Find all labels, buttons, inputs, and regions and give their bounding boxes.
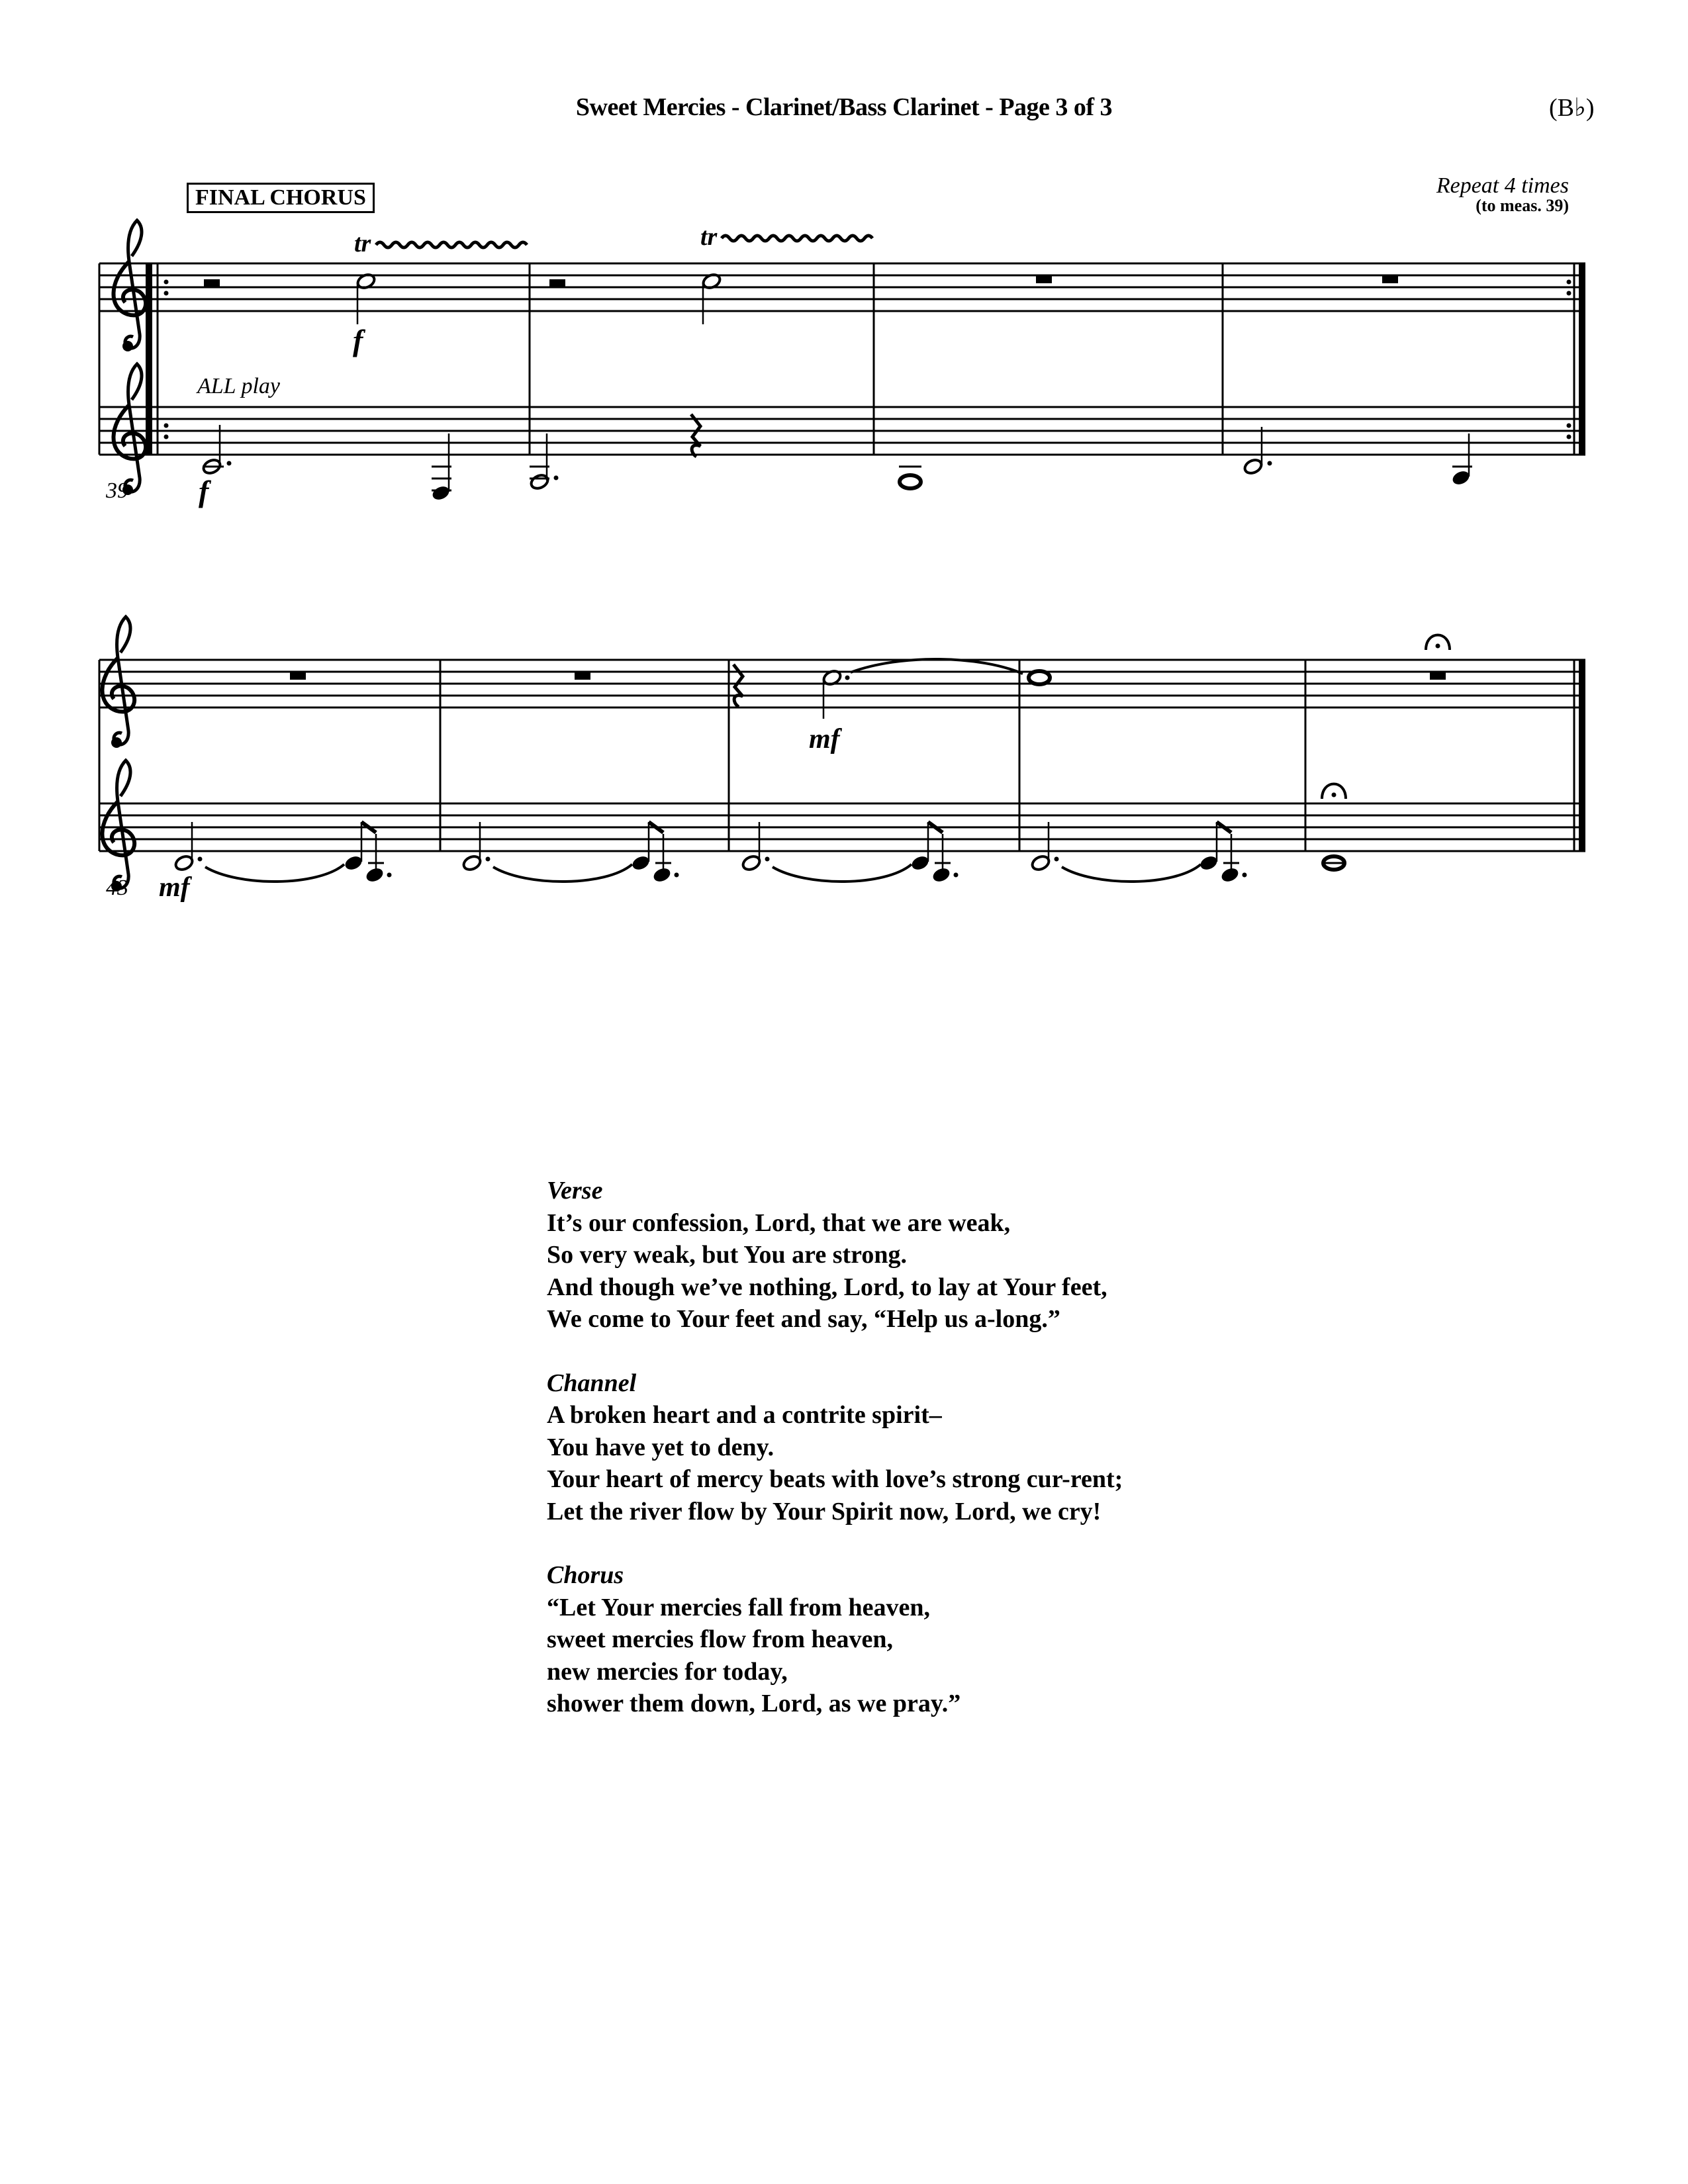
dynamic-mezzo-forte: mf xyxy=(809,724,840,754)
stanza-chorus xyxy=(547,1559,1123,1720)
lyric-line: So very weak, but You are strong. xyxy=(547,1241,907,1269)
stanza-channel xyxy=(547,1367,1123,1528)
stanza-heading: Verse xyxy=(547,1177,603,1205)
system-2 xyxy=(99,617,1585,903)
dynamic-forte-lower: f xyxy=(199,475,209,508)
svg-text:tr: tr xyxy=(700,223,718,251)
lower-measure-46 xyxy=(1030,822,1246,884)
stanza-heading: Chorus xyxy=(547,1561,624,1589)
measure-number-43: 43 xyxy=(106,876,128,900)
lyric-line: shower them down, Lord, as we pray.” xyxy=(547,1690,961,1717)
lyric-line: You have yet to deny. xyxy=(547,1433,774,1461)
lyric-line: sweet mercies flow from heaven, xyxy=(547,1625,894,1653)
lyric-line: Let the river flow by Your Spirit now, Lord, we cry! xyxy=(547,1497,1102,1525)
lyrics-block xyxy=(547,1175,1123,1752)
expression-all-play: ALL play xyxy=(197,374,281,398)
dynamic-mezzo-forte-lower: mf xyxy=(159,872,190,903)
stanza-heading: Channel xyxy=(547,1369,637,1397)
lyric-line: new mercies for today, xyxy=(547,1657,788,1686)
dynamic-forte: f xyxy=(353,324,363,357)
lyric-line: Your heart of mercy beats with love’s strong cur-rent; xyxy=(547,1465,1123,1493)
page-title: Sweet Mercies - Clarinet/Bass Clarinet - Page 3 of 3 xyxy=(575,93,1113,121)
lyric-line: A broken heart and a contrite spirit– xyxy=(547,1401,942,1429)
transposition-key: (B♭) xyxy=(1549,94,1595,122)
lyric-line: And though we’ve nothing, Lord, to lay at Your feet, xyxy=(547,1273,1107,1301)
repeat-target: (to meas. 39) xyxy=(1476,196,1569,215)
lower-measure-45 xyxy=(741,822,958,884)
music-score xyxy=(0,0,1688,927)
repeat-count: Repeat 4 times xyxy=(1436,173,1569,198)
stanza-verse xyxy=(547,1175,1123,1336)
trill-mark: tr xyxy=(354,230,371,257)
lower-measure-43 xyxy=(173,822,391,884)
lyric-line: It’s our confession, Lord, that we are weak, xyxy=(547,1208,1011,1237)
lyric-line: “Let Your mercies fall from heaven, xyxy=(547,1593,931,1621)
lower-measure-44 xyxy=(461,822,679,884)
measure-number-39: 39 xyxy=(106,478,128,503)
system-1 xyxy=(99,220,1585,508)
rehearsal-mark: FINAL CHORUS xyxy=(187,183,375,213)
lyric-line: We come to Your feet and say, “Help us a-long.” xyxy=(547,1305,1060,1333)
